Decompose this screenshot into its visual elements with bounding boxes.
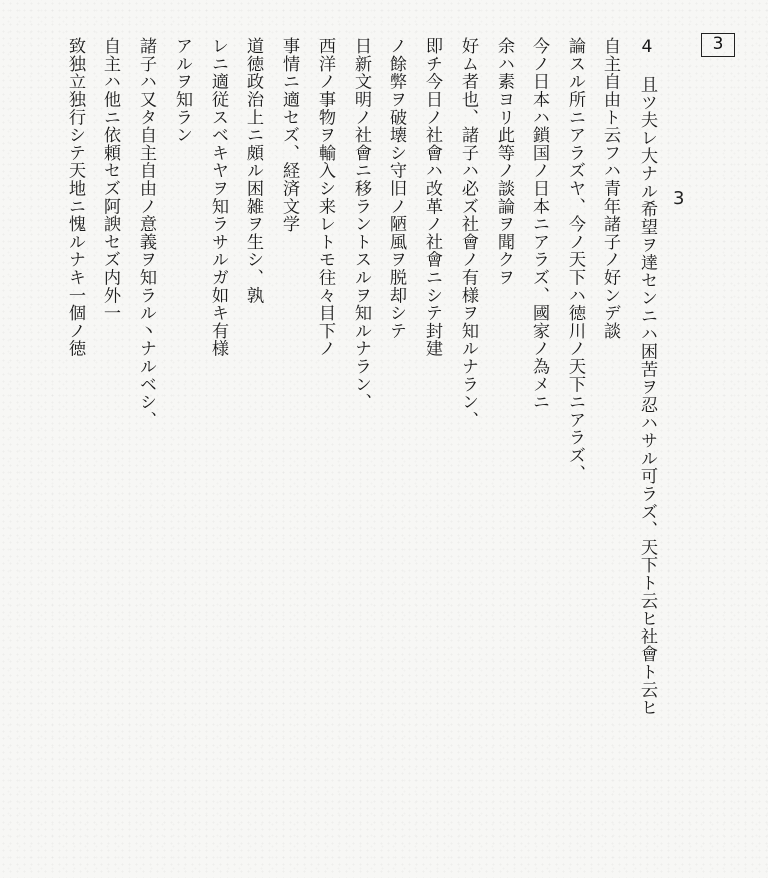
passage-line-8: ノ餘弊ヲ破壊シ守旧ノ陋風ヲ脱却シテ [386, 37, 406, 340]
question-number: 3 [712, 34, 724, 54]
passage-marker: 4 [637, 37, 657, 58]
passage-line-16: 自主ハ他ニ依頼セズ阿諛セズ内外一 [100, 37, 120, 322]
passage-line-2: 自主自由ト云フハ青年諸子ノ好ンデ談 [600, 37, 620, 340]
passage-line-5: 余ハ素ヨリ此等ノ談論ヲ聞クヲ [494, 37, 514, 287]
passage-line-12: 道徳政治上ニ頗ル困雑ヲ生シ、孰 [243, 37, 263, 304]
passage-line-17: 致独立独行シテ天地ニ愧ルナキ一個ノ徳 [65, 37, 85, 358]
line-number-label: 3 [673, 188, 685, 209]
passage-line-14: アルヲ知ラン [172, 37, 192, 144]
passage-line-3: 論スル所ニアラズヤ、今ノ天下ハ徳川ノ天下ニアラズ、 [565, 37, 585, 482]
passage-line-1-text: 且ツ夫レ大ナル希望ヲ達センニハ困苦ヲ忍ハサル可ラズ、天下ト云ヒ社會ト云ヒ [637, 75, 657, 717]
passage-line-9: 日新文明ノ社會ニ移ラントスルヲ知ルナラン、 [351, 37, 371, 411]
passage-line-10: 西洋ノ事物ヲ輸入シ来レトモ往々目下ノ [315, 37, 335, 358]
question-number-box [701, 33, 735, 57]
passage-line-15: 諸子ハ又タ自主自由ノ意義ヲ知ラル丶ナルベシ、 [136, 37, 156, 429]
passage-line-4: 今ノ日本ハ鎖国ノ日本ニアラズ、國家ノ為メニ [529, 37, 549, 411]
passage-line-1 [637, 37, 657, 877]
passage-line-11: 事情ニ適セズ、経済文学 [279, 37, 299, 233]
passage-line-13: レニ適従スベキヤヲ知ラサルガ如キ有様 [208, 37, 228, 358]
passage-line-6: 好ム者也、諸子ハ必ズ社會ノ有様ヲ知ルナラン、 [458, 37, 478, 429]
passage-line-7: 即チ今日ノ社會ハ改革ノ社會ニシテ封建 [422, 37, 442, 358]
